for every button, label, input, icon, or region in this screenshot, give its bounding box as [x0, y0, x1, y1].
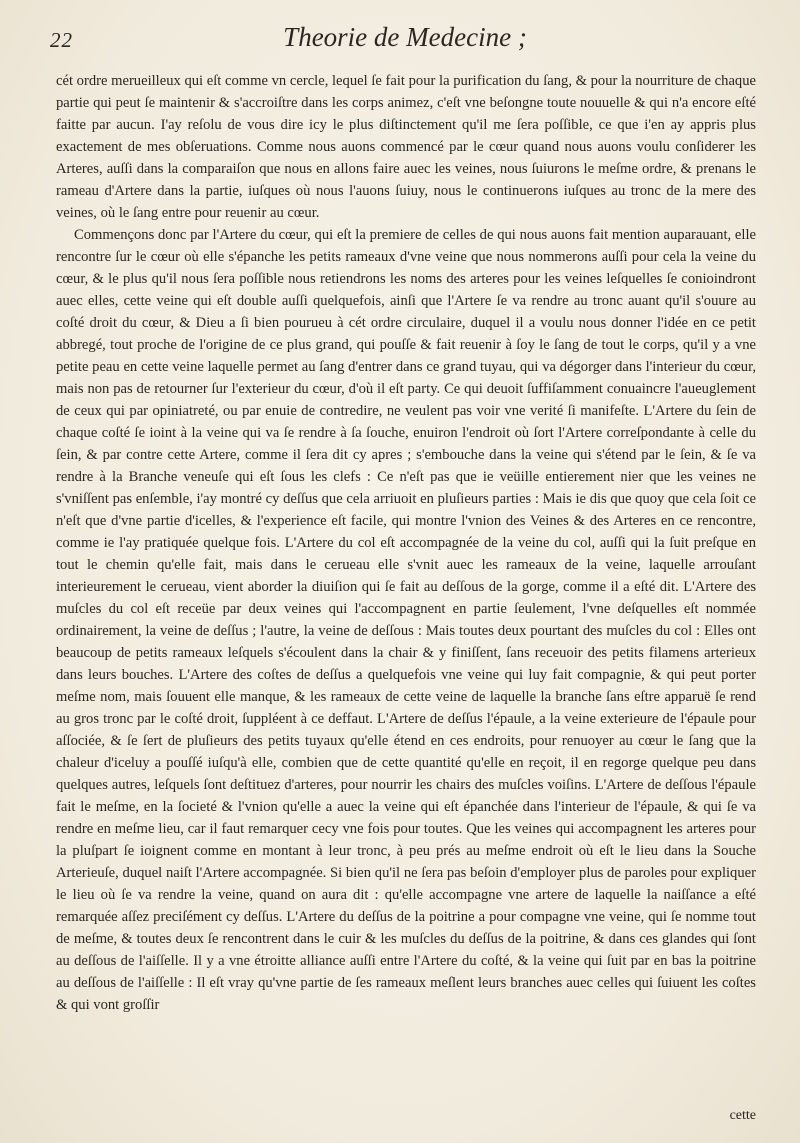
running-title: Theorie de Medecine ; [283, 22, 527, 52]
body-text [56, 70, 756, 1016]
paragraph: Commençons donc par l'Artere du cœur, qui eſt la premiere de celles de qui nous auons fait mention auparauant, elle rencontre ſur le cœur où elle s'épanche les petits rameaux d'vne veine que nous nommerons auſſi pour cela la veine du cœur, & le plus qu'il nous ſera poſſible nous retiendrons les noms des arteres pour les veines leſquelles ſe conioindront auec elles, cette veine qui eſt double auſſi quelquefois, ainſi que l'Artere ſe va rendre au tronc auant qu'il s'ouure au coſté droit du cœur, & Dieu a ſi bien pourueu à cét ordre circulaire, duquel il a voulu nous donner l'idée en ce petit abbregé, tout proche de l'origine de ce plus grand, qui pouſſe & fait reuenir à ſoy le ſang de tout le corps, qu'il y a vne petite peau en cette veine laquelle permet au ſang d'entrer dans ce grand tuyau, qui va dégorger dans l'interieur du cœur, mais non pas de retourner ſur l'exterieur du cœur, d'où il eſt party. Ce qui deuoit ſuffiſamment conuaincre l'aueuglement de ceux qui par opiniatreté, ou par enuie de contredire, ne veulent pas voir vne verité ſi manifeſte. L'Artere du ſein de chaque coſté ſe ioint à la veine qui va ſe rendre à ſa ſouche, enuiron l'endroit où ſort l'Artere correſpondante à celle du ſein, & par contre cette Artere, comme il ſera dit cy apres ; s'embouche dans la veine qui s'étend par le ſein, & ſe va rendre à la Branche veneuſe qui eſt ſous les clefs : Ce n'eſt pas que ie veüille entierement nier que les veines ne s'vniſſent pas enſemble, i'ay montré cy deſſus que cela arriuoit en pluſieurs parties : Mais ie dis que quoy que cela ſoit ce n'eſt que d'vne partie d'icelles, & l'experience eſt facile, qui montre l'vnion des Veines & des Arteres en ce rencontre, comme ie l'ay pratiquée quelque fois. L'Artere du col eſt accompagnée de la veine du col, auſſi qui la ſuit preſque en tout le chemin qu'elle fait, mais dans le cerueau elle s'vnit auec les rameaux de la veine, laquelle arrouſant interieurement le cerueau, vient aborder la diuiſion qui ſe fait au deſſous de la gorge, comme il a eſté dit. L'Artere des muſcles du col eſt receüe par deux veines qui l'accompagnent en partie ſeulement, l'vne deſquelles eſt nommée ordinairement, la veine de deſſus ; l'autre, la veine de deſſous : Mais toutes deux pourtant des muſcles du col : Elles ont beaucoup de petits rameaux leſquels s'écoulent dans la chair & y finiſſent, ſans receuoir des petits filamens arterieux dans leurs bouches. L'Artere des coſtes de deſſus a quelquefois vne veine qui luy fait compagnie, & qui peut porter meſme nom, mais ſouuent elle manque, & les rameaux de cette veine de laquelle la branche ſans eſtre apparuë ſe rend au gros tronc par le coſté droit, ſuppléent à ce deffaut. L'Artere de deſſus l'épaule, a la veine exterieure de l'épaule pour aſſociée, & ſe ſert de pluſieurs des petits tuyaux qu'elle étend en ces endroits, pour renuoyer au cœur le ſang que la chaleur d'iceluy a pouſſé iuſqu'à elle, combien que de cette quantité qu'elle en reçoit, il en regorge quelque peu dans quelques autres, leſquels ſont deſtituez d'arteres, pour nourrir les chairs des muſcles voiſins. L'Artere de deſſous l'épaule fait le meſme, en la ſocieté & l'vnion qu'elle a auec la veine qui eſt épanchée dans l'interieur de l'épaule, & qui ſe va rendre en meſme lieu, car il faut remarquer cecy vne fois pour toutes. Que les veines qui accompagnent les arteres pour la pluſpart ſe ioignent comme en montant à leur tronc, à peu prés au meſme endroit où eſt le lieu dans la Souche Arterieuſe, duquel naiſt l'Artere accompagnée. Si bien qu'il ne ſera pas beſoin d'employer plus de paroles pour expliquer le lieu où ſe va rendre la veine, quand on aura dit : qu'elle accompagne vne artere de laquelle la naiſſance a eſté remarquée aſſez preciſément cy deſſus. L'Artere du deſſus de la poitrine a pour compagne vne veine, qui ſe nomme tout de meſme, & toutes deux ſe rencontrent dans le cuir & les muſcles du deſſus de la poitrine, & dans ces glandes qui ſont au deſſous de l'aiſſelle. Il y a vne étroitte alliance auſſi entre l'Artere du coſté, & la veine qui ſuit par en bas la poitrine au deſſous de l'aiſſelle : Il eſt vray qu'vne partie de ſes rameaux meſlent leurs branches auec celles qui ſuiuent les coſtes & qui vont groſſir [56, 227, 756, 1013]
page-number: 22 [50, 28, 73, 52]
paragraph: cét ordre merueilleux qui eſt comme vn cercle, lequel ſe fait pour la purification du ſang, & pour la nourriture de chaque partie qui peut ſe maintenir & s'accroiſtre dans les corps animez, c'eſt vne beſongne toute nouuelle & qui n'a encore eſté faitte par aucun. I'ay reſolu de vous dire icy le plus diſtinctement qu'il me ſera poſſible, ce que i'en ay appris plus exactement de mes obſeruations. Comme nous auons commencé par le cœur quand nous auons voulu conſiderer les Arteres, auſſi dans la comparaiſon que nous en allons faire auec les veines, nous ſuiurons le meſme ordre, & prenans le rameau d'Artere dans la partie, iuſques où nous l'auons ſuiuy, nous le continuerons iuſques au tronc de la mere des veines, où le ſang entre pour reuenir au cœur. [56, 73, 756, 221]
catchword: cette [729, 1108, 756, 1123]
page-header [50, 22, 760, 62]
